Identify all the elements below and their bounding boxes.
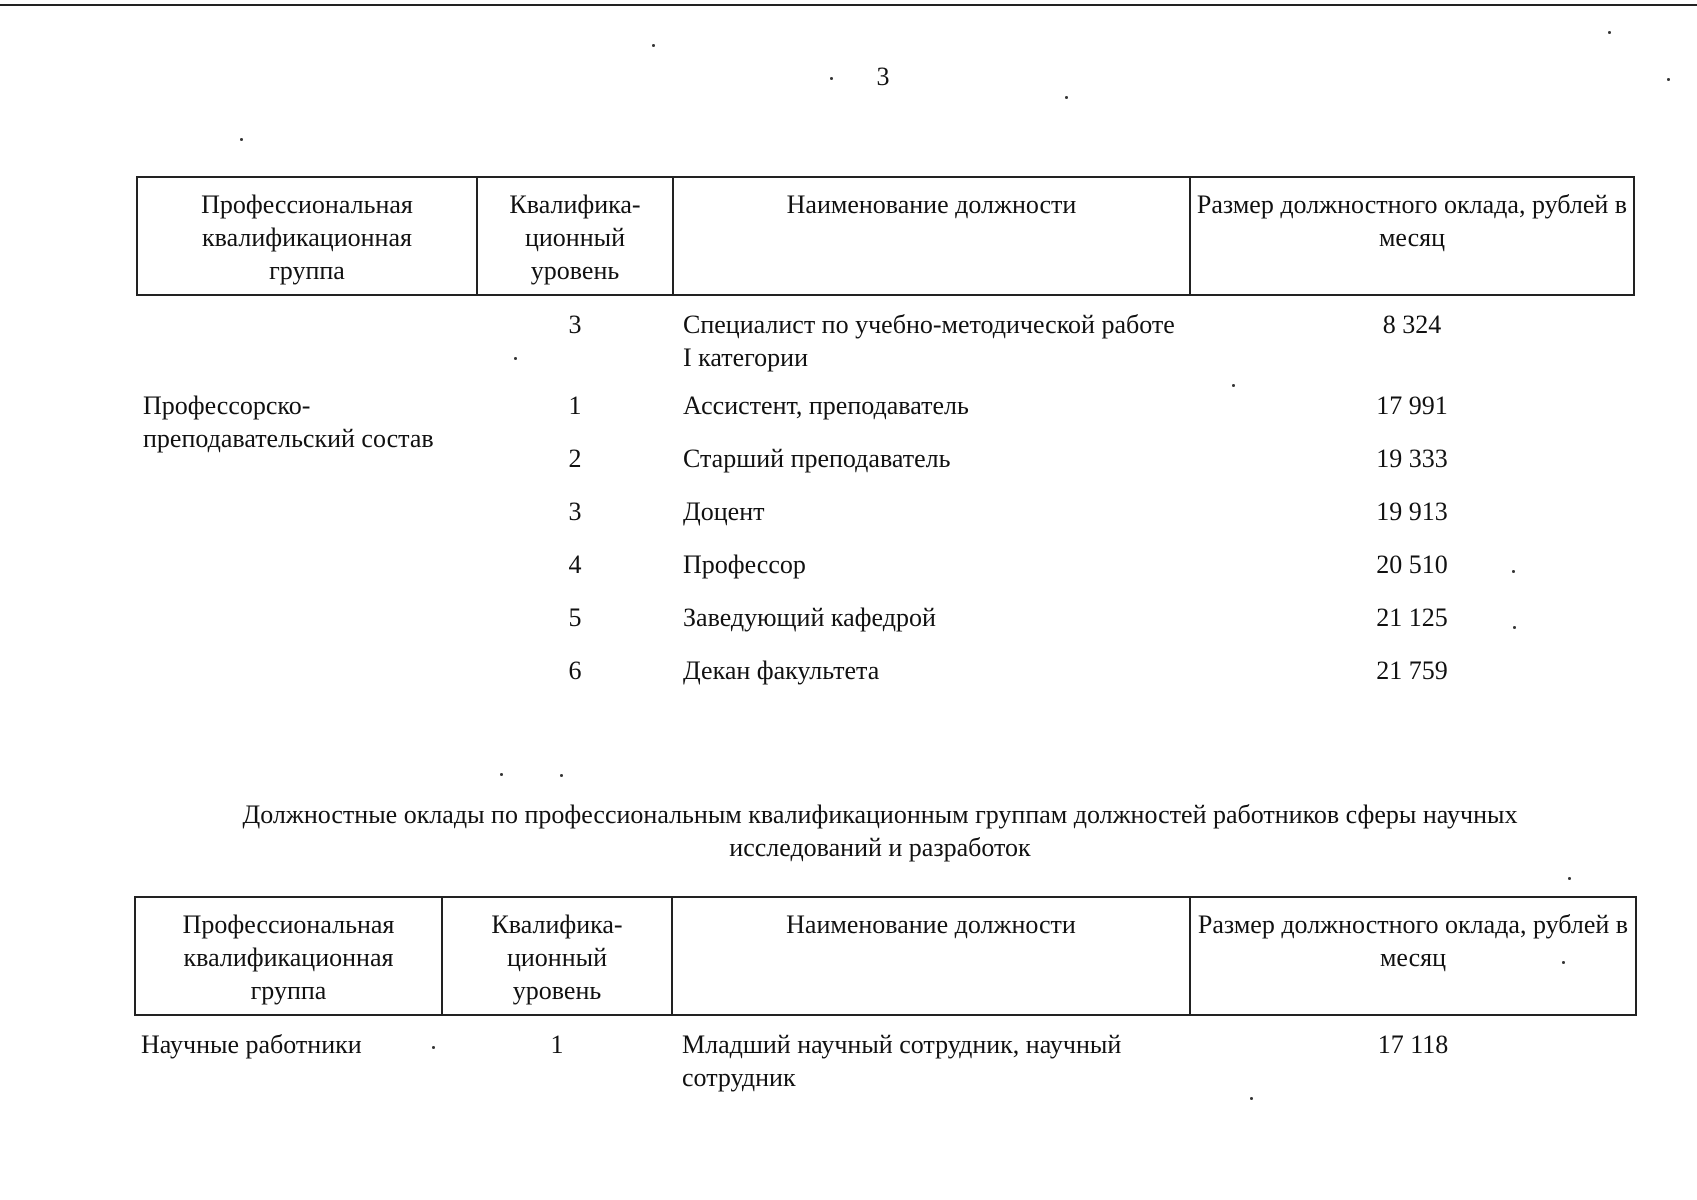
salary-cell: 21 759 [1376, 656, 1448, 685]
scan-speck [1512, 570, 1515, 573]
position-cell: Заведующий кафедрой [683, 603, 936, 632]
scan-speck [1667, 78, 1670, 81]
scan-speck [830, 77, 833, 80]
level-cell: 3 [568, 310, 582, 339]
level-cell: 5 [568, 603, 582, 632]
scan-speck [1562, 961, 1565, 964]
header-level: Квалифика-ционный уровень [477, 177, 673, 295]
salary-table-research-staff [134, 896, 1637, 1094]
position-cell: Профессор [683, 550, 806, 579]
position-cell: Старший преподаватель [683, 444, 951, 473]
scan-speck [1513, 626, 1516, 629]
scan-speck [240, 138, 243, 141]
scan-speck [432, 1046, 435, 1049]
table-row [137, 295, 1634, 381]
header-position: Наименование должности [672, 897, 1190, 1015]
scan-speck [514, 357, 517, 360]
level-cell: 2 [568, 444, 582, 473]
scan-speck [560, 774, 563, 777]
group-label: Профессорско-преподавательский состав [143, 391, 434, 453]
level-cell: 1 [568, 391, 582, 420]
scan-speck [652, 44, 655, 47]
salary-cell: 17 991 [1376, 391, 1448, 420]
section-title: Должностные оклады по профессиональным квалификационным группам должностей работников сферы научных исследований и разработок [242, 800, 1518, 862]
scan-speck [1608, 31, 1611, 34]
scan-speck [500, 773, 503, 776]
header-group: Профессиональная квалификационная группа [135, 897, 442, 1015]
level-cell: 3 [568, 497, 582, 526]
salary-cell: 19 913 [1376, 497, 1448, 526]
header-position: Наименование должности [673, 177, 1190, 295]
salary-cell: 21 125 [1376, 603, 1448, 632]
header-level: Квалифика-ционный уровень [442, 897, 672, 1015]
position-cell: Декан факультета [683, 656, 880, 685]
table-row [135, 1015, 1636, 1094]
header-group: Профессиональная квалификационная группа [137, 177, 477, 295]
scan-speck [1232, 384, 1235, 387]
scan-speck [1568, 877, 1571, 880]
page-number: 3 [876, 62, 890, 91]
salary-cell: 20 510 [1376, 550, 1448, 579]
scan-speck [1065, 96, 1068, 99]
header-salary: Размер должностного оклада, рублей в месяц [1190, 897, 1636, 1015]
table-row [137, 381, 1634, 434]
position-cell: Специалист по учебно-методической работе I категории [683, 310, 1175, 372]
group-label: Научные работники [141, 1030, 362, 1059]
position-cell: Доцент [683, 497, 765, 526]
salary-cell: 8 324 [1382, 310, 1442, 339]
position-cell: Младший научный сотрудник, научный сотрудник [682, 1030, 1122, 1092]
top-rule [0, 4, 1697, 6]
position-cell: Ассистент, преподаватель [683, 391, 969, 420]
level-cell: 1 [550, 1030, 564, 1059]
level-cell: 4 [568, 550, 582, 579]
salary-cell: 19 333 [1376, 444, 1448, 473]
salary-table-teaching-staff [136, 176, 1635, 699]
salary-cell: 17 118 [1377, 1030, 1449, 1059]
level-cell: 6 [568, 656, 582, 685]
header-salary: Размер должностного оклада, рублей в месяц [1190, 177, 1634, 295]
scan-speck [1250, 1097, 1253, 1100]
